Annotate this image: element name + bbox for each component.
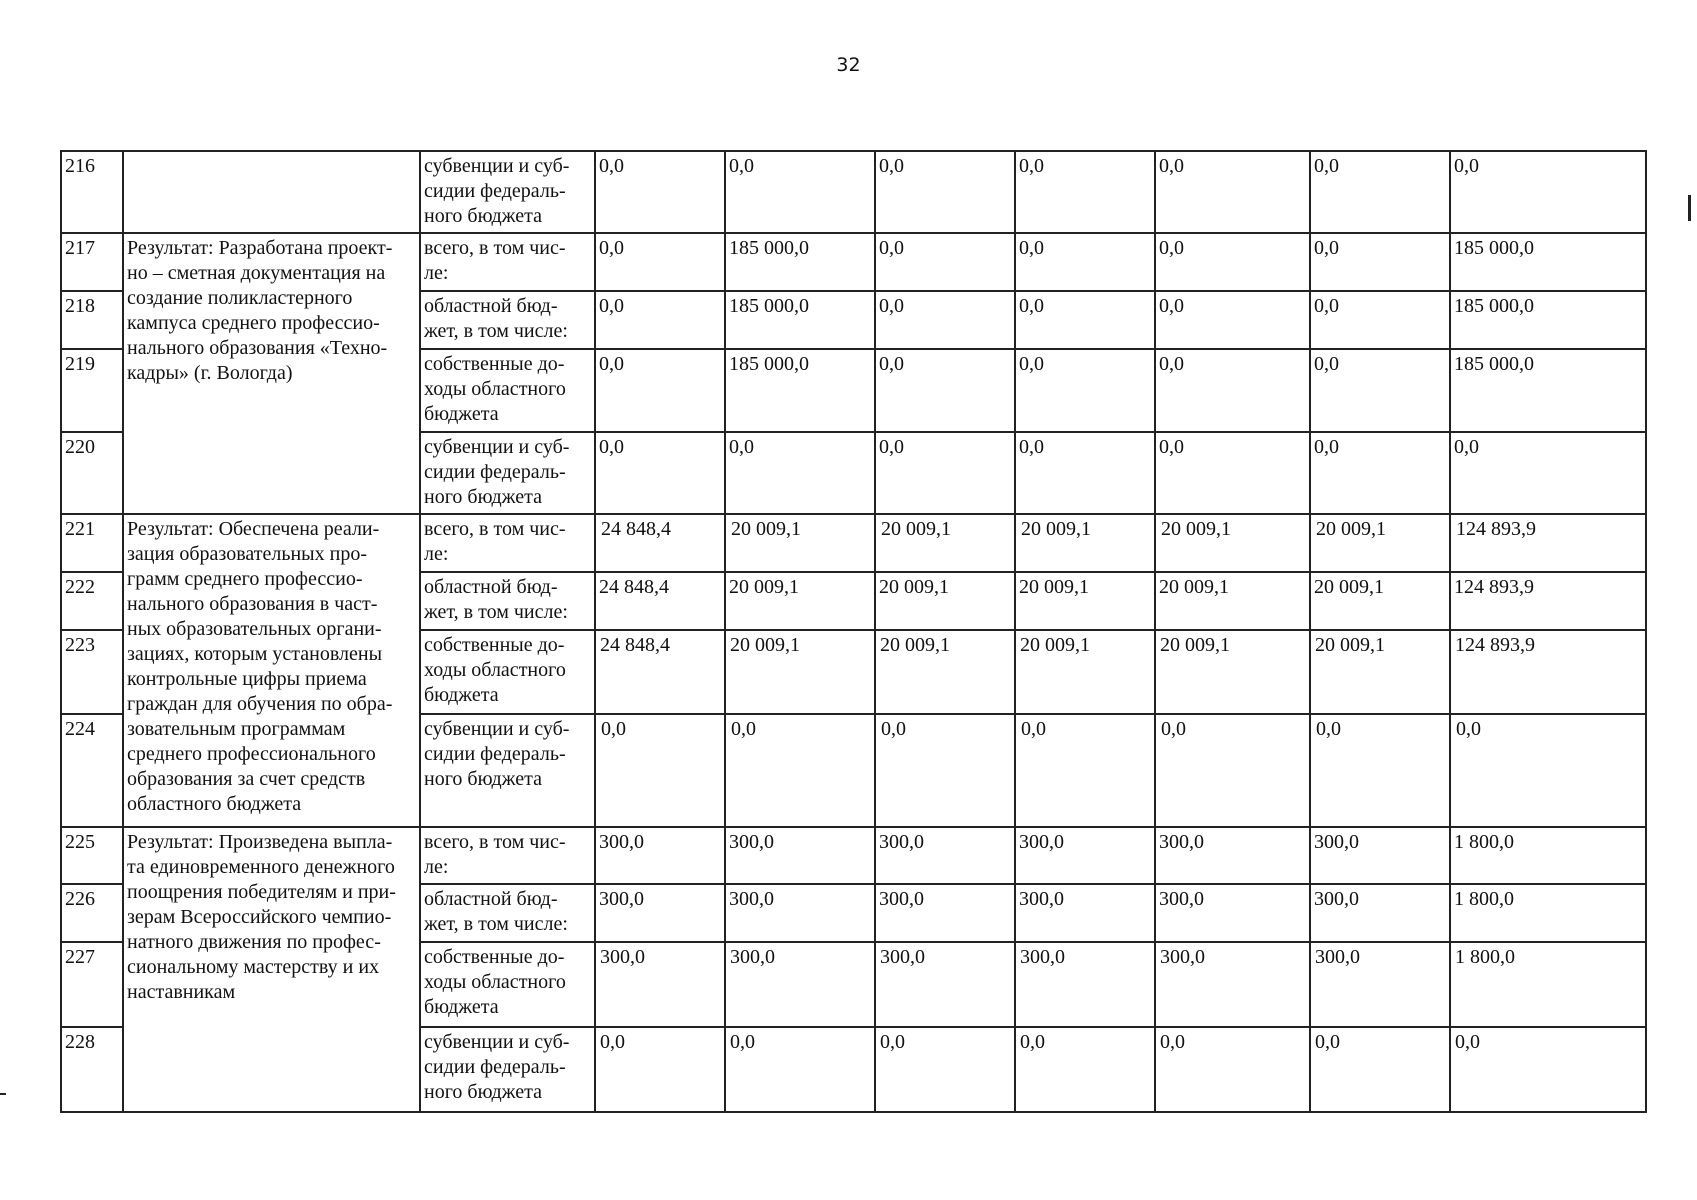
table-row xyxy=(61,233,1646,291)
value-cell: 0,0 xyxy=(595,233,725,291)
value-cell: 0,0 xyxy=(595,714,725,827)
value-cell: 0,0 xyxy=(875,432,1015,514)
row-number: 217 xyxy=(61,233,123,291)
value-total: 1 800,0 xyxy=(1450,942,1646,1027)
value-total: 124 893,9 xyxy=(1450,572,1646,630)
funding-source: субвенции и суб- сидии федераль- ного бюджета xyxy=(420,151,595,233)
value-cell: 0,0 xyxy=(1015,151,1155,233)
value-cell: 300,0 xyxy=(875,942,1015,1027)
table-row xyxy=(61,827,1646,884)
funding-source: собственные до- ходы областного бюджета xyxy=(420,349,595,432)
value-cell: 24 848,4 xyxy=(595,630,725,714)
funding-source: областной бюд- жет, в том числе: xyxy=(420,884,595,942)
funding-source: всего, в том чис- ле: xyxy=(420,827,595,884)
value-cell: 20 009,1 xyxy=(875,572,1015,630)
value-total: 1 800,0 xyxy=(1450,827,1646,884)
value-cell: 0,0 xyxy=(1310,432,1450,514)
value-cell: 0,0 xyxy=(595,1027,725,1112)
value-cell: 0,0 xyxy=(1015,349,1155,432)
value-cell: 20 009,1 xyxy=(1155,514,1310,572)
value-cell: 0,0 xyxy=(1310,233,1450,291)
funding-source: всего, в том чис- ле: xyxy=(420,233,595,291)
table-body xyxy=(61,151,1646,1112)
value-cell: 300,0 xyxy=(725,827,875,884)
value-cell: 20 009,1 xyxy=(725,572,875,630)
value-cell: 20 009,1 xyxy=(1015,514,1155,572)
value-cell: 185 000,0 xyxy=(725,291,875,349)
page-number: 32 xyxy=(836,54,861,76)
row-number: 223 xyxy=(61,630,123,714)
value-cell: 20 009,1 xyxy=(1310,572,1450,630)
value-cell: 300,0 xyxy=(1015,942,1155,1027)
value-cell: 0,0 xyxy=(725,432,875,514)
value-total: 185 000,0 xyxy=(1450,349,1646,432)
value-cell: 20 009,1 xyxy=(1155,572,1310,630)
value-cell: 0,0 xyxy=(875,714,1015,827)
value-cell: 0,0 xyxy=(1310,349,1450,432)
scan-mark xyxy=(0,1093,6,1095)
value-cell: 0,0 xyxy=(875,1027,1015,1112)
value-total: 185 000,0 xyxy=(1450,291,1646,349)
value-cell: 300,0 xyxy=(725,884,875,942)
value-cell: 300,0 xyxy=(1155,884,1310,942)
row-number: 216 xyxy=(61,151,123,233)
value-cell: 20 009,1 xyxy=(875,630,1015,714)
value-cell: 0,0 xyxy=(1310,1027,1450,1112)
value-cell: 300,0 xyxy=(595,827,725,884)
value-cell: 300,0 xyxy=(875,827,1015,884)
value-cell: 185 000,0 xyxy=(725,349,875,432)
value-cell: 300,0 xyxy=(1310,884,1450,942)
row-number: 224 xyxy=(61,714,123,827)
value-cell: 20 009,1 xyxy=(1015,572,1155,630)
value-cell: 0,0 xyxy=(1155,714,1310,827)
value-cell: 0,0 xyxy=(875,151,1015,233)
result-description: Результат: Произведена выпла- та единовременного денежного поощрения победителям и при- зерам Всероссийского чемпио- натного движения по профес- сиональному мастерству и их наставникам xyxy=(123,827,420,1112)
value-cell: 20 009,1 xyxy=(1310,630,1450,714)
value-cell: 0,0 xyxy=(1155,1027,1310,1112)
value-cell: 20 009,1 xyxy=(725,630,875,714)
value-cell: 0,0 xyxy=(595,291,725,349)
value-total: 0,0 xyxy=(1450,714,1646,827)
budget-table xyxy=(60,150,1647,1113)
value-cell: 0,0 xyxy=(725,1027,875,1112)
row-number: 219 xyxy=(61,349,123,432)
value-cell: 0,0 xyxy=(1155,151,1310,233)
value-cell: 24 848,4 xyxy=(595,514,725,572)
value-cell: 0,0 xyxy=(1155,233,1310,291)
value-cell: 0,0 xyxy=(1155,291,1310,349)
table-row xyxy=(61,151,1646,233)
value-cell: 300,0 xyxy=(1155,827,1310,884)
row-number: 226 xyxy=(61,884,123,942)
value-total: 124 893,9 xyxy=(1450,514,1646,572)
row-number: 218 xyxy=(61,291,123,349)
funding-source: собственные до- ходы областного бюджета xyxy=(420,942,595,1027)
funding-source: субвенции и суб- сидии федераль- ного бюджета xyxy=(420,432,595,514)
row-number: 221 xyxy=(61,514,123,572)
value-total: 124 893,9 xyxy=(1450,630,1646,714)
funding-source: всего, в том чис- ле: xyxy=(420,514,595,572)
value-cell: 0,0 xyxy=(1310,714,1450,827)
value-cell: 20 009,1 xyxy=(1015,630,1155,714)
row-number: 220 xyxy=(61,432,123,514)
value-cell: 0,0 xyxy=(1015,291,1155,349)
value-cell: 20 009,1 xyxy=(725,514,875,572)
value-total: 185 000,0 xyxy=(1450,233,1646,291)
value-cell: 0,0 xyxy=(875,233,1015,291)
value-cell: 0,0 xyxy=(1015,432,1155,514)
value-total: 1 800,0 xyxy=(1450,884,1646,942)
funding-source: областной бюд- жет, в том числе: xyxy=(420,572,595,630)
row-number: 228 xyxy=(61,1027,123,1112)
value-cell: 0,0 xyxy=(595,432,725,514)
value-cell: 0,0 xyxy=(595,151,725,233)
value-cell: 0,0 xyxy=(1015,1027,1155,1112)
value-cell: 300,0 xyxy=(595,942,725,1027)
funding-source: субвенции и суб- сидии федераль- ного бюджета xyxy=(420,1027,595,1112)
value-cell: 300,0 xyxy=(1155,942,1310,1027)
value-cell: 0,0 xyxy=(1310,151,1450,233)
value-cell: 300,0 xyxy=(1310,827,1450,884)
value-cell: 0,0 xyxy=(595,349,725,432)
value-cell: 0,0 xyxy=(1015,714,1155,827)
scan-mark xyxy=(1688,195,1691,221)
funding-source: субвенции и суб- сидии федераль- ного бюджета xyxy=(420,714,595,827)
value-cell: 185 000,0 xyxy=(725,233,875,291)
funding-source: областной бюд- жет, в том числе: xyxy=(420,291,595,349)
value-total: 0,0 xyxy=(1450,432,1646,514)
value-cell: 300,0 xyxy=(1310,942,1450,1027)
value-cell: 24 848,4 xyxy=(595,572,725,630)
value-cell: 300,0 xyxy=(875,884,1015,942)
value-cell: 0,0 xyxy=(1155,349,1310,432)
row-number: 222 xyxy=(61,572,123,630)
result-description: Результат: Обеспечена реали- зация образовательных про- грамм среднего профессио- нального образования в част- ных образовательных органи- зациях, которым установлены контрольные цифры приема граждан для обучения по обра- зовательным программам среднего профессионального образования за счет средств областного бюджета xyxy=(123,514,420,827)
result-description xyxy=(123,151,420,233)
value-cell: 20 009,1 xyxy=(1155,630,1310,714)
funding-source: собственные до- ходы областного бюджета xyxy=(420,630,595,714)
value-cell: 0,0 xyxy=(725,151,875,233)
value-cell: 0,0 xyxy=(1155,432,1310,514)
value-cell: 0,0 xyxy=(1310,291,1450,349)
result-description: Результат: Разработана проект- но – сметная документация на создание поликластерного кампуса среднего профессио- нального образования «Техно- кадры» (г. Вологда) xyxy=(123,233,420,514)
value-cell: 0,0 xyxy=(875,349,1015,432)
row-number: 225 xyxy=(61,827,123,884)
table-row xyxy=(61,514,1646,572)
value-cell: 300,0 xyxy=(1015,827,1155,884)
value-cell: 0,0 xyxy=(875,291,1015,349)
row-number: 227 xyxy=(61,942,123,1027)
value-cell: 20 009,1 xyxy=(1310,514,1450,572)
value-cell: 20 009,1 xyxy=(875,514,1015,572)
value-cell: 300,0 xyxy=(595,884,725,942)
value-cell: 0,0 xyxy=(1015,233,1155,291)
value-total: 0,0 xyxy=(1450,1027,1646,1112)
value-cell: 300,0 xyxy=(725,942,875,1027)
value-cell: 0,0 xyxy=(725,714,875,827)
value-total: 0,0 xyxy=(1450,151,1646,233)
value-cell: 300,0 xyxy=(1015,884,1155,942)
